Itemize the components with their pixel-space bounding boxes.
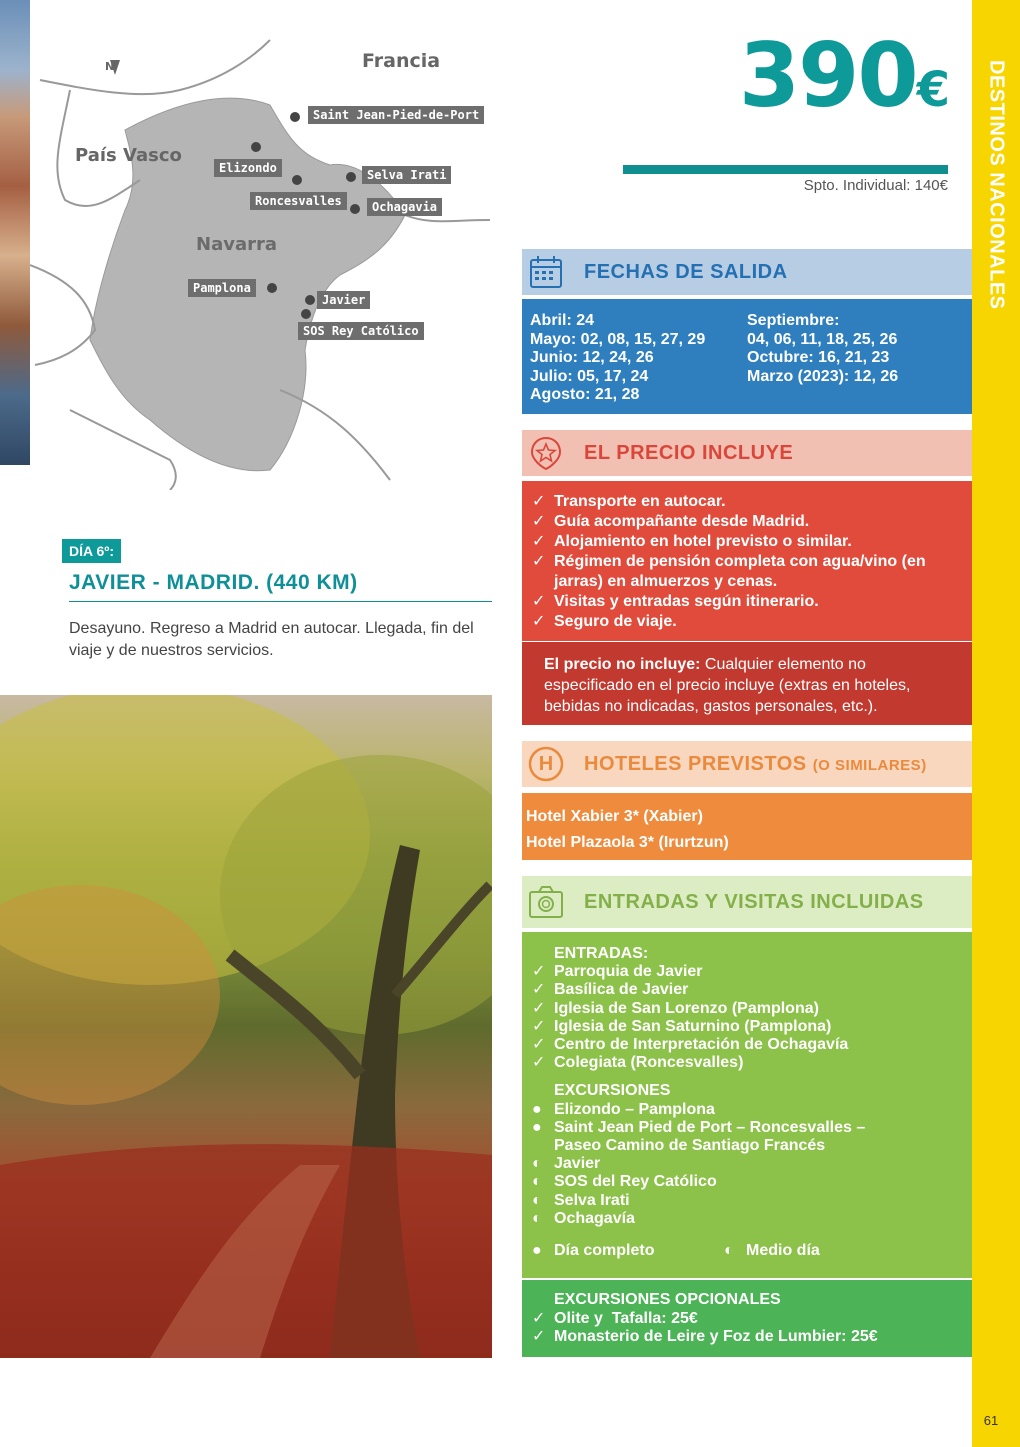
check-icon: ✓ xyxy=(532,613,546,630)
day-title: JAVIER - MADRID. (440 KM) xyxy=(69,571,492,602)
entradas-header xyxy=(522,876,972,928)
list-item xyxy=(532,1155,962,1173)
opcionales-list xyxy=(522,1280,972,1357)
fecha-line: Marzo (2023): 12, 26 xyxy=(747,367,899,385)
list-item xyxy=(532,981,962,999)
city-photo-fragment xyxy=(0,0,30,465)
list-item xyxy=(532,1173,962,1191)
map-tag-ochagavia: Ochagavia xyxy=(367,198,442,216)
day-badge: DÍA 6º: xyxy=(62,539,121,563)
list-item xyxy=(532,532,962,552)
entradas-label: ENTRADAS: xyxy=(554,945,649,962)
fechas-right-column xyxy=(747,312,964,414)
check-icon: ✓ xyxy=(532,1017,546,1035)
section-label-text: DESTINOS NACIONALES xyxy=(985,60,1008,310)
single-supplement: Spto. Individual: 140€ xyxy=(803,177,948,194)
hotel-item: Hotel Plazaola 3* (Irurtzun) xyxy=(526,834,729,851)
list-item xyxy=(532,1119,962,1155)
fecha-line: Abril: 24 xyxy=(530,312,595,329)
map-tag-javier: Javier xyxy=(317,291,370,309)
check-icon: ✓ xyxy=(532,1036,546,1054)
excursion-item: Ochagavía xyxy=(554,1209,635,1227)
price xyxy=(700,24,950,127)
region-map xyxy=(30,30,500,490)
entrada-item: Colegiata (Roncesvalles) xyxy=(554,1054,744,1072)
incluye-item: Transporte en autocar. xyxy=(554,493,726,510)
full-day-icon: ● xyxy=(532,1118,542,1136)
map-tag-roncesvalles: Roncesvalles xyxy=(250,192,347,210)
list-item xyxy=(532,1192,962,1210)
excursion-item: Selva Irati xyxy=(554,1191,630,1209)
legend-full: Día completo xyxy=(554,1242,655,1260)
forest-illustration xyxy=(0,695,492,1358)
list-item xyxy=(532,612,962,632)
hotel-item: Hotel Xabier 3* (Xabier) xyxy=(526,808,703,825)
check-icon: ✓ xyxy=(532,553,546,570)
fecha-line: 04, 06, 11, 18, 25, 26 xyxy=(747,330,898,348)
legend xyxy=(532,1242,962,1260)
check-icon: ✓ xyxy=(532,981,546,999)
map-point-ochagavia xyxy=(350,204,360,214)
map-label-navarra: Navarra xyxy=(196,234,277,255)
map-tag-sos: SOS Rey Católico xyxy=(298,322,424,340)
check-icon: ✓ xyxy=(532,593,546,610)
list-item xyxy=(532,1328,962,1347)
excursion-item: SOS del Rey Católico xyxy=(554,1173,717,1191)
entrada-item: Centro de Interpretación de Ochagavía xyxy=(554,1036,849,1054)
excursion-item: Javier xyxy=(554,1155,601,1173)
hoteles-list xyxy=(522,793,972,860)
camera-icon xyxy=(526,882,566,922)
opcional-item: Olite y Tafalla: 25€ xyxy=(554,1309,698,1327)
excursion-item: Elizondo – Pamplona xyxy=(554,1100,715,1118)
list-item xyxy=(532,512,962,532)
calendar-icon xyxy=(526,252,566,292)
check-icon: ✓ xyxy=(532,493,546,510)
incluye-item: Seguro de viaje. xyxy=(554,613,677,630)
map-tag-pamplona: Pamplona xyxy=(188,279,256,297)
opcional-item: Monasterio de Leire y Foz de Lumbier: 25€ xyxy=(554,1328,878,1345)
hoteles-header xyxy=(522,741,972,787)
incluye-list xyxy=(522,481,972,641)
map-tag-elizondo: Elizondo xyxy=(214,159,282,177)
list-item xyxy=(532,1054,962,1072)
map-tag-selva-irati: Selva Irati xyxy=(362,166,451,184)
fechas-body xyxy=(522,299,972,414)
check-icon: ✓ xyxy=(532,999,546,1017)
incluye-header xyxy=(522,430,972,476)
no-incluye-text: Cualquier elemento no especificado en el precio incluye (extras en hoteles, bebidas no indicadas, gastos personales, etc.). xyxy=(544,656,911,715)
entrada-item: Parroquia de Javier xyxy=(554,963,703,981)
map-label-francia: Francia xyxy=(362,50,441,72)
excursion-item: Saint Jean Pied de Port – Roncesvalles – Paseo Camino de Santiago Francés xyxy=(554,1118,866,1155)
check-icon: ✓ xyxy=(532,533,546,550)
fecha-line: Junio: 12, 24, 26 xyxy=(530,349,654,366)
hoteles-title xyxy=(584,753,927,776)
no-incluye-note xyxy=(522,642,972,725)
fechas-title: FECHAS DE SALIDA xyxy=(584,260,788,283)
page-number: 61 xyxy=(983,1413,999,1428)
check-icon: ✓ xyxy=(532,513,546,530)
check-icon: ✓ xyxy=(532,1054,546,1072)
fecha-line: Mayo: 02, 08, 15, 27, 29 xyxy=(530,330,706,348)
map-point-roncesvalles xyxy=(292,175,302,185)
fechas-header xyxy=(522,249,972,295)
no-incluye-label: El precio no incluye: xyxy=(544,656,701,673)
half-day-icon: ◐ xyxy=(532,1209,542,1227)
list-item xyxy=(532,1018,962,1036)
half-day-icon: ◐ xyxy=(532,1155,542,1173)
price-amount: 390 xyxy=(738,24,917,127)
hoteles-title-text: HOTELES PREVISTOS xyxy=(584,752,807,775)
list-item xyxy=(532,1036,962,1054)
incluye-item: Visitas y entradas según itinerario. xyxy=(554,593,819,610)
legend-half: Medio día xyxy=(746,1242,820,1260)
day-description: Desayuno. Regreso a Madrid en autocar. Llegada, fin del viaje y de nuestros servicios. xyxy=(69,620,474,659)
fecha-line: Septiembre: xyxy=(747,312,840,329)
incluye-item: Alojamiento en hotel previsto o similar. xyxy=(554,533,852,550)
map-point-pamplona xyxy=(267,283,277,293)
check-icon: ✓ xyxy=(532,1328,546,1345)
list-item xyxy=(532,1310,962,1329)
section-label xyxy=(972,60,1020,340)
hotel-icon-letter: H xyxy=(538,752,554,775)
hotel-icon xyxy=(526,744,566,784)
map-point-selva-irati xyxy=(346,172,356,182)
full-day-icon: ● xyxy=(532,1100,542,1118)
entrada-item: Basílica de Javier xyxy=(554,981,689,999)
north-marker: N xyxy=(105,60,115,73)
list-item xyxy=(532,592,962,612)
map-tag-saint-jean: Saint Jean-Pied-de-Port xyxy=(308,106,484,124)
fecha-line: Octubre: 16, 21, 23 xyxy=(747,349,890,366)
incluye-title: EL PRECIO INCLUYE xyxy=(584,441,794,464)
map-label-pais-vasco: País Vasco xyxy=(75,145,182,166)
half-day-icon: ◐ xyxy=(724,1242,734,1260)
opcionales-label: EXCURSIONES OPCIONALES xyxy=(554,1291,781,1308)
forest-photo xyxy=(0,695,492,1358)
star-badge-icon xyxy=(526,433,566,473)
incluye-item: Guía acompañante desde Madrid. xyxy=(554,513,810,530)
map-shape xyxy=(30,30,500,490)
half-day-icon: ◐ xyxy=(532,1173,542,1191)
list-item xyxy=(532,1101,962,1119)
check-icon: ✓ xyxy=(532,963,546,981)
fecha-line: Agosto: 21, 28 xyxy=(530,386,640,403)
map-point-javier xyxy=(305,295,315,305)
price-currency: € xyxy=(916,62,950,118)
entradas-title: ENTRADAS Y VISITAS INCLUIDAS xyxy=(584,890,924,913)
incluye-item: Régimen de pensión completa con agua/vino (en jarras) en almuerzos y cenas. xyxy=(554,553,926,590)
excursiones-label: EXCURSIONES xyxy=(554,1082,671,1100)
check-icon: ✓ xyxy=(532,1309,546,1327)
hoteles-subtitle: (O SIMILARES) xyxy=(812,756,927,774)
map-point-saint-jean xyxy=(290,112,300,122)
fecha-line: Julio: 05, 17, 24 xyxy=(530,367,649,385)
half-day-icon: ◐ xyxy=(532,1191,542,1209)
list-item xyxy=(532,963,962,981)
map-point-elizondo xyxy=(251,142,261,152)
price-divider xyxy=(623,165,948,174)
entrada-item: Iglesia de San Saturnino (Pamplona) xyxy=(554,1017,832,1035)
full-day-icon: ● xyxy=(532,1242,542,1260)
list-item xyxy=(532,492,962,512)
list-item xyxy=(532,1210,962,1228)
entradas-list xyxy=(522,932,972,1278)
list-item xyxy=(532,1000,962,1018)
map-point-sos xyxy=(301,309,311,319)
entrada-item: Iglesia de San Lorenzo (Pamplona) xyxy=(554,999,819,1017)
fechas-left-column xyxy=(530,312,747,414)
list-item xyxy=(532,552,962,592)
